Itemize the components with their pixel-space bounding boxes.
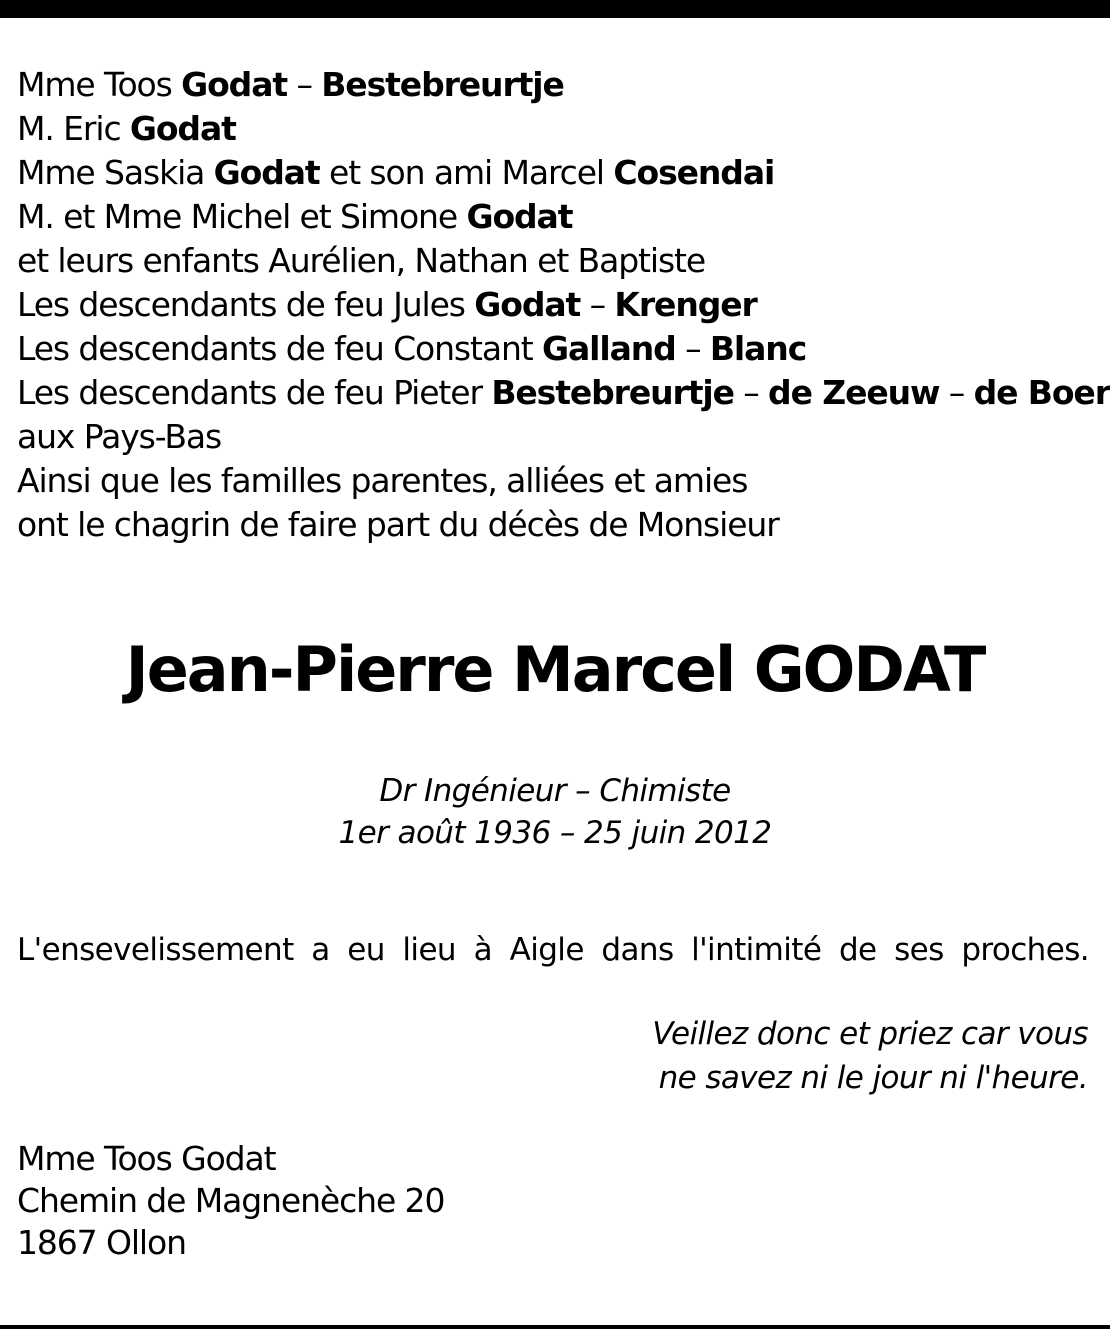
address-line: Chemin de Magnenèche 20 (17, 1181, 445, 1220)
bible-verse (560, 1012, 1088, 1100)
line-text: Mme Saskia (17, 153, 214, 192)
burial-notice: L'ensevelissement a eu lieu à Aigle dans l'intimité de ses proches. (17, 932, 1089, 968)
family-line (17, 151, 1097, 195)
line-text: – (939, 373, 974, 412)
line-text: – (733, 373, 769, 412)
family-name: Bestebreurtje (321, 65, 564, 104)
line-text: Les descendants de feu Pieter (17, 373, 492, 412)
family-name: de Zeeuw (768, 373, 940, 412)
verse-line: Veillez donc et priez car vous (652, 1016, 1088, 1052)
family-list (17, 63, 1110, 547)
family-line (17, 195, 1097, 239)
family-line (17, 327, 1097, 371)
line-text: Ainsi que les familles parentes, alliées et amies (17, 461, 748, 500)
family-line (17, 63, 1097, 107)
family-name: Godat (213, 153, 320, 192)
family-name: Godat (474, 285, 581, 324)
family-line (17, 459, 1097, 503)
family-name: de Boer (973, 373, 1110, 412)
line-text: – (675, 329, 710, 368)
address-line: Mme Toos Godat (17, 1139, 276, 1178)
life-dates: 1er août 1936 – 25 juin 2012 (338, 815, 772, 851)
family-name: Blanc (709, 329, 807, 368)
family-line (17, 503, 1097, 547)
top-rule (0, 0, 1110, 18)
line-text: M. et Mme Michel et Simone (17, 197, 467, 236)
family-line (17, 415, 1097, 459)
profession-dates (0, 770, 1110, 854)
family-name: Godat (181, 65, 288, 104)
line-text: – (287, 65, 322, 104)
line-text: Mme Toos (17, 65, 182, 104)
line-text: Les descendants de feu Constant (17, 329, 543, 368)
profession: Dr Ingénieur – Chimiste (379, 773, 731, 809)
bottom-rule (0, 1325, 1110, 1329)
line-text: et son ami Marcel (319, 153, 614, 192)
family-line (17, 371, 1110, 415)
family-line (17, 107, 1097, 151)
verse-line: ne savez ni le jour ni l'heure. (658, 1060, 1088, 1096)
line-text: M. Eric (17, 109, 130, 148)
family-line (17, 283, 1097, 327)
line-text: Les descendants de feu Jules (17, 285, 475, 324)
family-name: Godat (466, 197, 573, 236)
family-name: Bestebreurtje (491, 373, 734, 412)
contact-address (17, 1138, 444, 1264)
family-name: Cosendai (613, 153, 775, 192)
family-line (17, 239, 1097, 283)
address-line: 1867 Ollon (17, 1223, 186, 1262)
line-text: – (580, 285, 615, 324)
line-text: ont le chagrin de faire part du décès de Monsieur (17, 505, 779, 544)
family-name: Galland (542, 329, 676, 368)
deceased-name: Jean-Pierre Marcel GODAT (125, 633, 985, 706)
family-name: Krenger (614, 285, 757, 324)
family-name: Godat (129, 109, 236, 148)
line-text: aux Pays-Bas (17, 417, 222, 456)
line-text: et leurs enfants Aurélien, Nathan et Baptiste (17, 241, 706, 280)
